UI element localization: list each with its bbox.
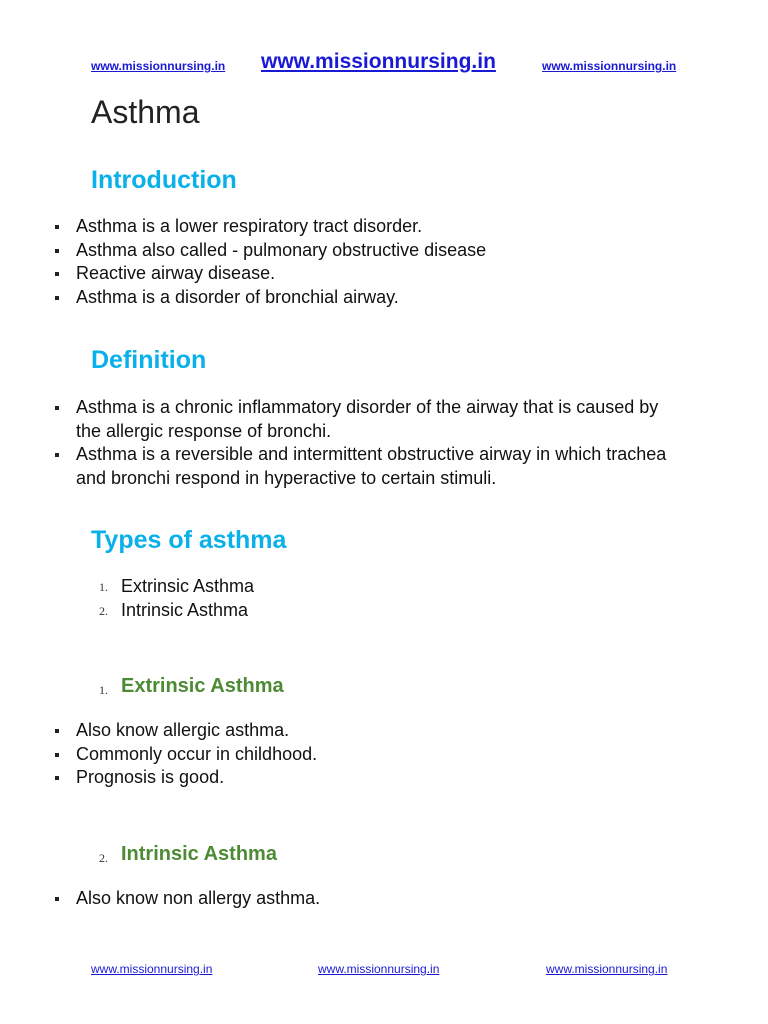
list-item [0, 262, 640, 286]
list-item-text: Also know non allergy asthma. [76, 888, 321, 908]
list-item [0, 286, 640, 310]
list-item [0, 443, 672, 490]
list-item-text: Intrinsic Asthma [121, 600, 249, 620]
extrinsic-heading: Extrinsic Asthma [121, 675, 284, 697]
bullet-icon [55, 272, 59, 276]
intrinsic-number: 2. [99, 851, 108, 865]
list-item-text: Commonly occur in childhood. [76, 743, 318, 764]
list-item-text: Asthma is a disorder of bronchial airway. [76, 286, 399, 307]
bullet-icon [55, 249, 59, 253]
list-item-text: Asthma is a reversible and intermittent obstructive airway in which trachea and bronchi respond in hyperactive to certain stimuli. [76, 444, 667, 488]
header-link-right[interactable]: www.missionnursing.in [542, 59, 677, 73]
list-item [0, 887, 640, 911]
list-item-text: Also know allergic asthma. [76, 720, 290, 740]
list-item [0, 743, 640, 767]
extrinsic-number: 1. [99, 683, 108, 697]
list-item-number: 2. [99, 604, 108, 618]
extrinsic-list [0, 719, 640, 790]
list-item-number: 1. [99, 580, 108, 594]
definition-heading: Definition [91, 346, 207, 374]
introduction-heading: Introduction [91, 166, 237, 194]
bullet-icon [55, 729, 59, 733]
introduction-list [0, 215, 640, 309]
list-item-text: Asthma also called - pulmonary obstructive disease [76, 239, 487, 260]
list-item-text: Reactive airway disease. [76, 263, 276, 283]
bullet-icon [55, 406, 59, 410]
bullet-icon [55, 753, 59, 757]
definition-list [0, 396, 672, 490]
list-item-text: Asthma is a chronic inflammatory disorder of the airway that is caused by the allergic response of bronchi. [76, 397, 659, 441]
footer-link-center[interactable]: www.missionnursing.in [318, 962, 440, 976]
list-item-text: Asthma is a lower respiratory tract disorder. [76, 216, 423, 236]
header-link-center[interactable]: www.missionnursing.in [261, 50, 496, 73]
bullet-icon [55, 453, 59, 457]
bullet-icon [55, 776, 59, 780]
bullet-icon [55, 897, 59, 901]
list-item [0, 396, 672, 443]
footer-link-right[interactable]: www.missionnursing.in [546, 962, 668, 976]
intrinsic-heading: Intrinsic Asthma [121, 843, 277, 865]
footer-link-left[interactable]: www.missionnursing.in [91, 962, 213, 976]
header-link-left[interactable]: www.missionnursing.in [91, 59, 226, 73]
types-list [0, 574, 254, 622]
list-item-text: Prognosis is good. [76, 767, 225, 787]
intrinsic-list [0, 887, 640, 911]
page-title: Asthma [91, 94, 200, 130]
list-item [0, 574, 254, 598]
types-heading: Types of asthma [91, 526, 287, 554]
list-item [0, 239, 640, 263]
bullet-icon [55, 296, 59, 300]
list-item [0, 598, 254, 622]
list-item-text: Extrinsic Asthma [121, 576, 255, 596]
list-item [0, 766, 640, 790]
list-item [0, 719, 640, 743]
list-item [0, 215, 640, 239]
bullet-icon [55, 225, 59, 229]
